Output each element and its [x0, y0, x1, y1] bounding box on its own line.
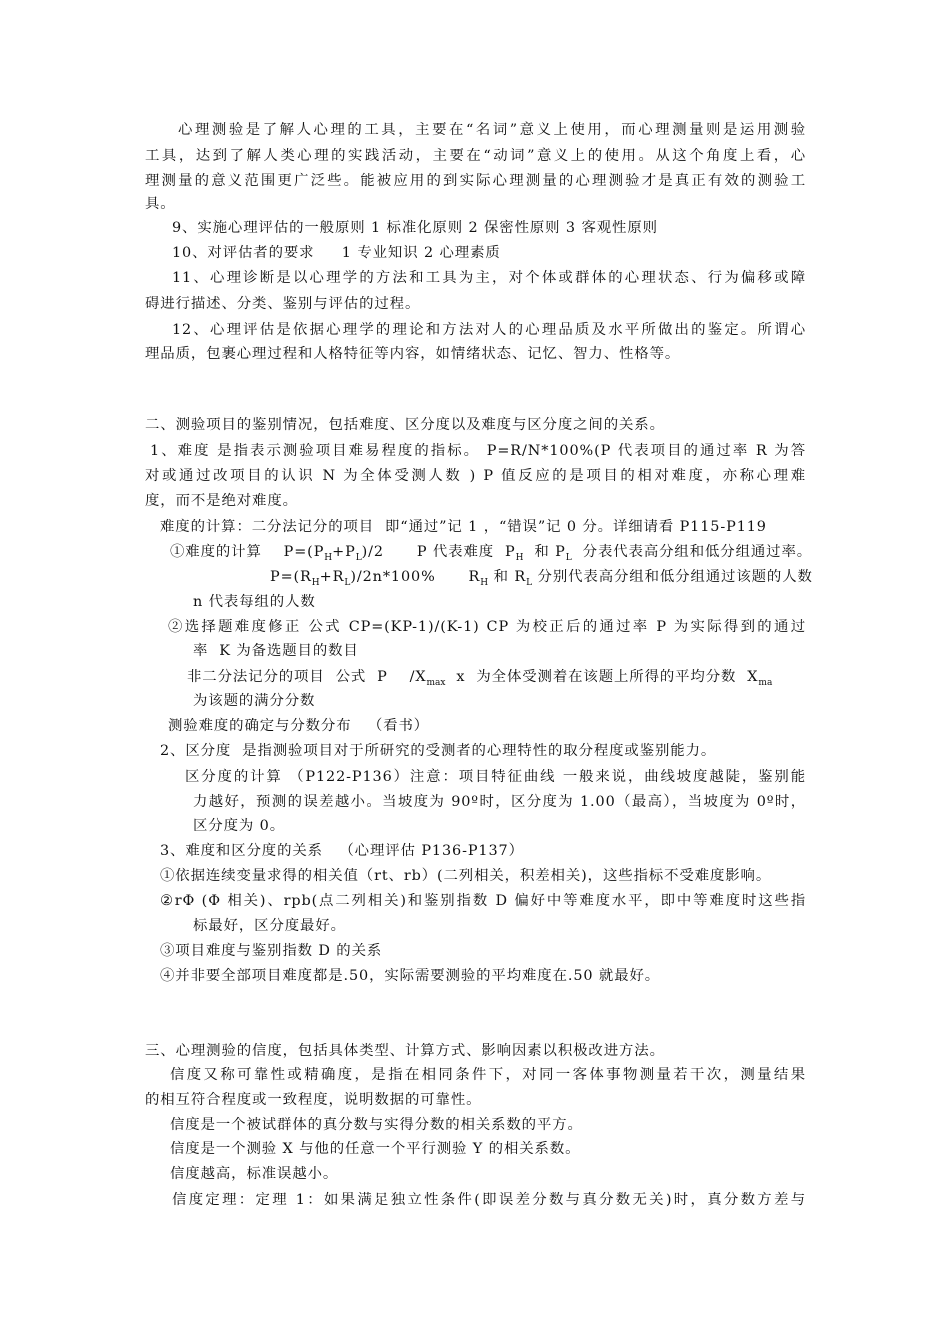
- formula-4-note: 为该题的满分分数: [193, 693, 316, 709]
- reliability-def-2: 信度是一个被试群体的真分数与实得分数的相关系数的平方。: [170, 1117, 583, 1133]
- intro-line-3: 理测量的意义范围更广泛些。能被应用的到实际心理测量的心理测验才是真正有效的测验工: [145, 173, 806, 189]
- formula-1: ①难度的计算 $P=(P_H+P_L)/2$ P 代表难度 $P_H$ 和 $P_L$ 分表代表高分组和低分组通过率。: [170, 544, 813, 563]
- relation-4: ④并非要全部项目难度都是.50，实际需要测验的平均难度在.50 就最好。: [160, 968, 661, 984]
- formula-3-line-1: ②选择题难度修正 公式 CP=(KP-1)/(K-1) CP 为校正后的通过率 P 为实际得到的通过: [168, 619, 806, 635]
- intro-line-1: 心理测验是了解人心理的工具，主要在“名词”意义上使用，而心理测量则是运用测验: [178, 122, 806, 138]
- relation-2-line-1: ②rΦ (Φ 相关)、rpb(点二列相关)和鉴别指数 D 偏好中等难度水平，即中等难度时这些指: [160, 893, 806, 909]
- formula-2-note: n 代表每组的人数: [193, 594, 316, 610]
- formula-4: 非二分法记分的项目 公式 P $/X_{max}$ x 为全体受测着在该题上所得的平均分数 $X_{ma}$: [187, 669, 773, 688]
- difficulty-line-1: 1、难度 是指表示测验项目难易程度的指标。 P=R/N*100%(P 代表项目的通过率 R 为答: [150, 443, 806, 459]
- difficulty-distribution: 测验难度的确定与分数分布 （看书）: [168, 718, 430, 734]
- relation-1: ①依据连续变量求得的相关值（rt、rb）(二列相关，积差相关)，这些指标不受难度影响。: [160, 868, 772, 884]
- item-10: 10、对评估者的要求 1 专业知识 2 心理素质: [172, 245, 501, 261]
- item-9: 9、实施心理评估的一般原则 1 标准化原则 2 保密性原则 3 客观性原则: [172, 220, 658, 236]
- section-3-heading: 三、心理测验的信度，包括具体类型、计算方式、影响因素以积极改进方法。: [145, 1043, 665, 1059]
- discrimination: 2、区分度 是指测验项目对于所研究的受测者的心理特性的取分程度或鉴别能力。: [160, 743, 717, 759]
- reliability-def-3: 信度是一个测验 X 与他的任意一个平行测验 Y 的相关系数。: [170, 1141, 581, 1157]
- intro-line-2: 工具，达到了解人类心理的实践活动，主要在“动词”意义上的使用。从这个角度上看，心: [145, 148, 806, 164]
- discrimination-calc-line-1: 区分度的计算 （P122-P136）注意：项目特征曲线 一般来说，曲线坡度越陡，鉴别能: [185, 769, 806, 785]
- difficulty-line-3: 度，而不是绝对难度。: [145, 493, 298, 509]
- section-2-heading: 二、测验项目的鉴别情况，包括难度、区分度以及难度与区分度之间的关系。: [145, 417, 665, 433]
- formula-3-line-2: 率 K 为备选题目的数目: [193, 643, 359, 659]
- item-11-line-2: 碍进行描述、分类、鉴别与评估的过程。: [145, 296, 421, 312]
- discrimination-calc-line-3: 区分度为 0。: [193, 818, 285, 834]
- intro-line-4: 具。: [145, 196, 176, 212]
- relation-heading: 3、难度和区分度的关系 （心理评估 P136-P137）: [160, 843, 524, 859]
- difficulty-line-2: 对或通过改项目的认识 N 为全体受测人数 ) P 值反应的是项目的相对难度，亦称心理难: [145, 468, 806, 484]
- item-12-line-1: 12、心理评估是依据心理学的理论和方法对人的心理品质及水平所做出的鉴定。所谓心: [172, 322, 806, 338]
- discrimination-calc-line-2: 力越好，预测的误差越小。当坡度为 90º时，区分度为 1.00（最高），当坡度为 0º时，: [193, 794, 806, 810]
- item-12-line-2: 理品质，包裹心理过程和人格特征等内容，如情绪状态、记忆、智力、性格等。: [145, 346, 681, 362]
- formula-2: $P=(R_H+R_L)/2n*100\%$ $R_H$ 和 $R_L$ 分别代表高分组和低分组通过该题的人数: [270, 569, 813, 588]
- difficulty-calc: 难度的计算：二分法记分的项目 即“通过”记 1 ，“错误”记 0 分。详细请看 P115-P119: [160, 519, 767, 535]
- reliability-line-2: 的相互符合程度或一致程度，说明数据的可靠性。: [145, 1092, 482, 1108]
- relation-2-line-2: 标最好，区分度最好。: [193, 918, 346, 934]
- reliability-theorem: 信度定理：定理 1：如果满足独立性条件(即误差分数与真分数无关)时，真分数方差与: [172, 1192, 806, 1208]
- relation-3: ③项目难度与鉴别指数 D 的关系: [160, 943, 383, 959]
- item-11-line-1: 11、心理诊断是以心理学的方法和工具为主，对个体或群体的心理状态、行为偏移或障: [172, 270, 806, 286]
- reliability-def-4: 信度越高，标准误越小。: [170, 1166, 339, 1182]
- reliability-line-1: 信度又称可靠性或精确度，是指在相同条件下，对同一客体事物测量若干次，测量结果: [170, 1067, 806, 1083]
